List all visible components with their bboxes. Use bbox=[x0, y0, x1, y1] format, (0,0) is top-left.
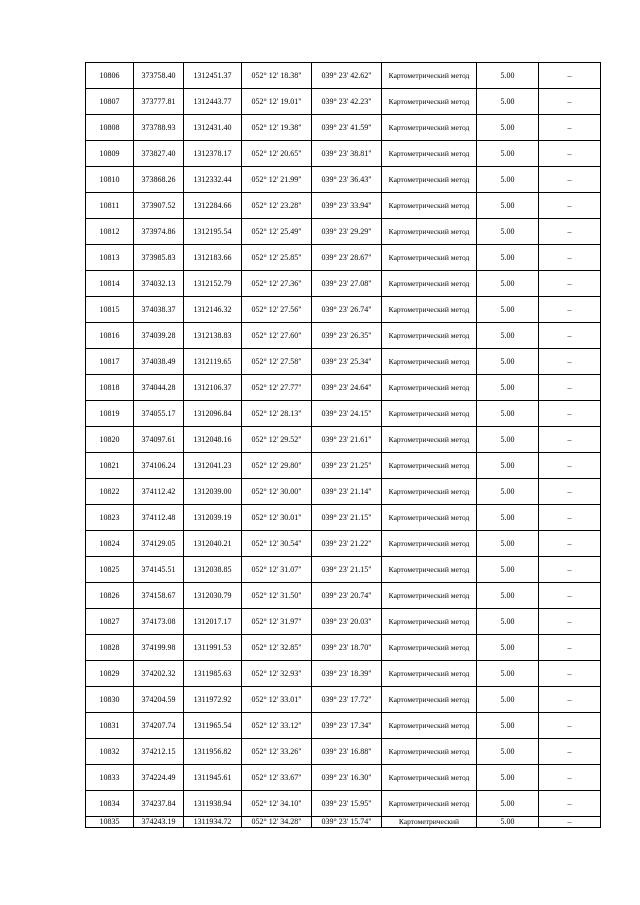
note-cell: – bbox=[539, 479, 601, 505]
accuracy-cell: 5.00 bbox=[477, 453, 539, 479]
point-number-cell: 10808 bbox=[86, 115, 134, 141]
point-number-cell: 10807 bbox=[86, 89, 134, 115]
note-cell: – bbox=[539, 401, 601, 427]
longitude-cell: 039° 23' 17.72" bbox=[312, 687, 382, 713]
method-cell: Картометрический метод bbox=[382, 89, 477, 115]
point-number-cell: 10812 bbox=[86, 219, 134, 245]
latitude-cell: 052° 12' 27.58" bbox=[242, 349, 312, 375]
table-row bbox=[86, 635, 601, 661]
note-cell: – bbox=[539, 791, 601, 817]
method-cell: Картометрический bbox=[382, 817, 477, 828]
table-row bbox=[86, 141, 601, 167]
accuracy-cell: 5.00 bbox=[477, 167, 539, 193]
x-coordinate-cell: 374039.28 bbox=[134, 323, 184, 349]
longitude-cell: 039° 23' 42.23" bbox=[312, 89, 382, 115]
accuracy-cell: 5.00 bbox=[477, 115, 539, 141]
latitude-cell: 052° 12' 32.85" bbox=[242, 635, 312, 661]
x-coordinate-cell: 373758.40 bbox=[134, 63, 184, 89]
y-coordinate-cell: 1312332.44 bbox=[184, 167, 242, 193]
accuracy-cell: 5.00 bbox=[477, 193, 539, 219]
table-row bbox=[86, 661, 601, 687]
latitude-cell: 052° 12' 33.26" bbox=[242, 739, 312, 765]
method-cell: Картометрический метод bbox=[382, 739, 477, 765]
latitude-cell: 052° 12' 27.77" bbox=[242, 375, 312, 401]
note-cell: – bbox=[539, 453, 601, 479]
x-coordinate-cell: 374224.49 bbox=[134, 765, 184, 791]
accuracy-cell: 5.00 bbox=[477, 765, 539, 791]
point-number-cell: 10832 bbox=[86, 739, 134, 765]
y-coordinate-cell: 1312039.00 bbox=[184, 479, 242, 505]
point-number-cell: 10835 bbox=[86, 817, 134, 828]
x-coordinate-cell: 374097.61 bbox=[134, 427, 184, 453]
accuracy-cell: 5.00 bbox=[477, 661, 539, 687]
y-coordinate-cell: 1312040.21 bbox=[184, 531, 242, 557]
longitude-cell: 039° 23' 33.94" bbox=[312, 193, 382, 219]
longitude-cell: 039° 23' 16.88" bbox=[312, 739, 382, 765]
point-number-cell: 10822 bbox=[86, 479, 134, 505]
y-coordinate-cell: 1311991.53 bbox=[184, 635, 242, 661]
table-row bbox=[86, 609, 601, 635]
latitude-cell: 052° 12' 19.01" bbox=[242, 89, 312, 115]
table-row bbox=[86, 297, 601, 323]
latitude-cell: 052° 12' 25.49" bbox=[242, 219, 312, 245]
y-coordinate-cell: 1312451.37 bbox=[184, 63, 242, 89]
table-row bbox=[86, 765, 601, 791]
y-coordinate-cell: 1311972.92 bbox=[184, 687, 242, 713]
note-cell: – bbox=[539, 765, 601, 791]
point-number-cell: 10826 bbox=[86, 583, 134, 609]
coordinates-table bbox=[85, 62, 601, 828]
latitude-cell: 052° 12' 19.38" bbox=[242, 115, 312, 141]
longitude-cell: 039° 23' 28.67" bbox=[312, 245, 382, 271]
table-row bbox=[86, 739, 601, 765]
x-coordinate-cell: 373985.83 bbox=[134, 245, 184, 271]
method-cell: Картометрический метод bbox=[382, 349, 477, 375]
accuracy-cell: 5.00 bbox=[477, 687, 539, 713]
x-coordinate-cell: 373974.86 bbox=[134, 219, 184, 245]
point-number-cell: 10821 bbox=[86, 453, 134, 479]
y-coordinate-cell: 1312152.79 bbox=[184, 271, 242, 297]
note-cell: – bbox=[539, 89, 601, 115]
latitude-cell: 052° 12' 30.54" bbox=[242, 531, 312, 557]
y-coordinate-cell: 1312038.85 bbox=[184, 557, 242, 583]
point-number-cell: 10818 bbox=[86, 375, 134, 401]
method-cell: Картометрический метод bbox=[382, 635, 477, 661]
point-number-cell: 10811 bbox=[86, 193, 134, 219]
accuracy-cell: 5.00 bbox=[477, 427, 539, 453]
latitude-cell: 052° 12' 18.38" bbox=[242, 63, 312, 89]
latitude-cell: 052° 12' 23.28" bbox=[242, 193, 312, 219]
x-coordinate-cell: 374199.98 bbox=[134, 635, 184, 661]
table-row bbox=[86, 427, 601, 453]
table-row bbox=[86, 453, 601, 479]
coordinates-table-sheet bbox=[85, 62, 600, 828]
note-cell: – bbox=[539, 427, 601, 453]
point-number-cell: 10817 bbox=[86, 349, 134, 375]
note-cell: – bbox=[539, 63, 601, 89]
note-cell: – bbox=[539, 115, 601, 141]
point-number-cell: 10828 bbox=[86, 635, 134, 661]
accuracy-cell: 5.00 bbox=[477, 583, 539, 609]
x-coordinate-cell: 373827.40 bbox=[134, 141, 184, 167]
point-number-cell: 10823 bbox=[86, 505, 134, 531]
method-cell: Картометрический метод bbox=[382, 115, 477, 141]
y-coordinate-cell: 1311956.82 bbox=[184, 739, 242, 765]
y-coordinate-cell: 1312106.37 bbox=[184, 375, 242, 401]
y-coordinate-cell: 1312096.84 bbox=[184, 401, 242, 427]
x-coordinate-cell: 374112.48 bbox=[134, 505, 184, 531]
x-coordinate-cell: 374173.08 bbox=[134, 609, 184, 635]
x-coordinate-cell: 374145.51 bbox=[134, 557, 184, 583]
accuracy-cell: 5.00 bbox=[477, 323, 539, 349]
point-number-cell: 10814 bbox=[86, 271, 134, 297]
longitude-cell: 039° 23' 17.34" bbox=[312, 713, 382, 739]
table-row bbox=[86, 323, 601, 349]
method-cell: Картометрический метод bbox=[382, 219, 477, 245]
table-row bbox=[86, 401, 601, 427]
method-cell: Картометрический метод bbox=[382, 557, 477, 583]
longitude-cell: 039° 23' 15.95" bbox=[312, 791, 382, 817]
latitude-cell: 052° 12' 27.60" bbox=[242, 323, 312, 349]
x-coordinate-cell: 374112.42 bbox=[134, 479, 184, 505]
latitude-cell: 052° 12' 34.28" bbox=[242, 817, 312, 828]
x-coordinate-cell: 374204.59 bbox=[134, 687, 184, 713]
accuracy-cell: 5.00 bbox=[477, 141, 539, 167]
latitude-cell: 052° 12' 29.52" bbox=[242, 427, 312, 453]
method-cell: Картометрический метод bbox=[382, 661, 477, 687]
latitude-cell: 052° 12' 33.12" bbox=[242, 713, 312, 739]
note-cell: – bbox=[539, 713, 601, 739]
x-coordinate-cell: 374038.49 bbox=[134, 349, 184, 375]
note-cell: – bbox=[539, 817, 601, 828]
coordinates-table-body bbox=[86, 63, 601, 828]
x-coordinate-cell: 373788.93 bbox=[134, 115, 184, 141]
point-number-cell: 10825 bbox=[86, 557, 134, 583]
y-coordinate-cell: 1312030.79 bbox=[184, 583, 242, 609]
method-cell: Картометрический метод bbox=[382, 765, 477, 791]
note-cell: – bbox=[539, 661, 601, 687]
point-number-cell: 10831 bbox=[86, 713, 134, 739]
table-row bbox=[86, 791, 601, 817]
method-cell: Картометрический метод bbox=[382, 505, 477, 531]
longitude-cell: 039° 23' 26.74" bbox=[312, 297, 382, 323]
accuracy-cell: 5.00 bbox=[477, 713, 539, 739]
table-row bbox=[86, 557, 601, 583]
x-coordinate-cell: 374106.24 bbox=[134, 453, 184, 479]
point-number-cell: 10810 bbox=[86, 167, 134, 193]
table-row bbox=[86, 375, 601, 401]
longitude-cell: 039° 23' 38.81" bbox=[312, 141, 382, 167]
latitude-cell: 052° 12' 30.01" bbox=[242, 505, 312, 531]
accuracy-cell: 5.00 bbox=[477, 271, 539, 297]
y-coordinate-cell: 1312378.17 bbox=[184, 141, 242, 167]
table-row bbox=[86, 115, 601, 141]
table-row bbox=[86, 193, 601, 219]
longitude-cell: 039° 23' 15.74" bbox=[312, 817, 382, 828]
note-cell: – bbox=[539, 505, 601, 531]
accuracy-cell: 5.00 bbox=[477, 817, 539, 828]
latitude-cell: 052° 12' 32.93" bbox=[242, 661, 312, 687]
note-cell: – bbox=[539, 245, 601, 271]
point-number-cell: 10816 bbox=[86, 323, 134, 349]
table-row bbox=[86, 531, 601, 557]
method-cell: Картометрический метод bbox=[382, 427, 477, 453]
table-row bbox=[86, 817, 601, 828]
method-cell: Картометрический метод bbox=[382, 713, 477, 739]
table-row bbox=[86, 219, 601, 245]
method-cell: Картометрический метод bbox=[382, 453, 477, 479]
method-cell: Картометрический метод bbox=[382, 375, 477, 401]
latitude-cell: 052° 12' 34.10" bbox=[242, 791, 312, 817]
method-cell: Картометрический метод bbox=[382, 167, 477, 193]
y-coordinate-cell: 1312039.19 bbox=[184, 505, 242, 531]
note-cell: – bbox=[539, 557, 601, 583]
table-row bbox=[86, 713, 601, 739]
method-cell: Картометрический метод bbox=[382, 323, 477, 349]
latitude-cell: 052° 12' 21.99" bbox=[242, 167, 312, 193]
method-cell: Картометрический метод bbox=[382, 401, 477, 427]
accuracy-cell: 5.00 bbox=[477, 63, 539, 89]
longitude-cell: 039° 23' 16.30" bbox=[312, 765, 382, 791]
latitude-cell: 052° 12' 27.56" bbox=[242, 297, 312, 323]
latitude-cell: 052° 12' 29.80" bbox=[242, 453, 312, 479]
method-cell: Картометрический метод bbox=[382, 193, 477, 219]
point-number-cell: 10824 bbox=[86, 531, 134, 557]
point-number-cell: 10819 bbox=[86, 401, 134, 427]
point-number-cell: 10829 bbox=[86, 661, 134, 687]
note-cell: – bbox=[539, 609, 601, 635]
note-cell: – bbox=[539, 531, 601, 557]
accuracy-cell: 5.00 bbox=[477, 609, 539, 635]
method-cell: Картометрический метод bbox=[382, 687, 477, 713]
point-number-cell: 10830 bbox=[86, 687, 134, 713]
y-coordinate-cell: 1312119.65 bbox=[184, 349, 242, 375]
note-cell: – bbox=[539, 141, 601, 167]
method-cell: Картометрический метод bbox=[382, 791, 477, 817]
accuracy-cell: 5.00 bbox=[477, 739, 539, 765]
note-cell: – bbox=[539, 583, 601, 609]
y-coordinate-cell: 1311945.61 bbox=[184, 765, 242, 791]
point-number-cell: 10820 bbox=[86, 427, 134, 453]
accuracy-cell: 5.00 bbox=[477, 557, 539, 583]
x-coordinate-cell: 374038.37 bbox=[134, 297, 184, 323]
method-cell: Картометрический метод bbox=[382, 141, 477, 167]
point-number-cell: 10806 bbox=[86, 63, 134, 89]
x-coordinate-cell: 374243.19 bbox=[134, 817, 184, 828]
table-row bbox=[86, 349, 601, 375]
accuracy-cell: 5.00 bbox=[477, 479, 539, 505]
longitude-cell: 039° 23' 21.22" bbox=[312, 531, 382, 557]
x-coordinate-cell: 374202.32 bbox=[134, 661, 184, 687]
x-coordinate-cell: 374032.13 bbox=[134, 271, 184, 297]
longitude-cell: 039° 23' 18.70" bbox=[312, 635, 382, 661]
note-cell: – bbox=[539, 635, 601, 661]
latitude-cell: 052° 12' 30.00" bbox=[242, 479, 312, 505]
method-cell: Картометрический метод bbox=[382, 245, 477, 271]
method-cell: Картометрический метод bbox=[382, 479, 477, 505]
accuracy-cell: 5.00 bbox=[477, 791, 539, 817]
table-row bbox=[86, 479, 601, 505]
x-coordinate-cell: 373907.52 bbox=[134, 193, 184, 219]
longitude-cell: 039° 23' 24.64" bbox=[312, 375, 382, 401]
y-coordinate-cell: 1311934.72 bbox=[184, 817, 242, 828]
y-coordinate-cell: 1312138.83 bbox=[184, 323, 242, 349]
table-row bbox=[86, 167, 601, 193]
x-coordinate-cell: 373868.26 bbox=[134, 167, 184, 193]
y-coordinate-cell: 1312048.16 bbox=[184, 427, 242, 453]
latitude-cell: 052° 12' 33.01" bbox=[242, 687, 312, 713]
y-coordinate-cell: 1311965.54 bbox=[184, 713, 242, 739]
y-coordinate-cell: 1312195.54 bbox=[184, 219, 242, 245]
table-row bbox=[86, 245, 601, 271]
latitude-cell: 052° 12' 25.85" bbox=[242, 245, 312, 271]
longitude-cell: 039° 23' 26.35" bbox=[312, 323, 382, 349]
latitude-cell: 052° 12' 31.07" bbox=[242, 557, 312, 583]
point-number-cell: 10809 bbox=[86, 141, 134, 167]
x-coordinate-cell: 374158.67 bbox=[134, 583, 184, 609]
note-cell: – bbox=[539, 687, 601, 713]
longitude-cell: 039° 23' 21.14" bbox=[312, 479, 382, 505]
accuracy-cell: 5.00 bbox=[477, 401, 539, 427]
table-row bbox=[86, 89, 601, 115]
y-coordinate-cell: 1312041.23 bbox=[184, 453, 242, 479]
longitude-cell: 039° 23' 21.15" bbox=[312, 557, 382, 583]
note-cell: – bbox=[539, 349, 601, 375]
longitude-cell: 039° 23' 42.62" bbox=[312, 63, 382, 89]
note-cell: – bbox=[539, 271, 601, 297]
table-row bbox=[86, 271, 601, 297]
note-cell: – bbox=[539, 739, 601, 765]
note-cell: – bbox=[539, 219, 601, 245]
note-cell: – bbox=[539, 323, 601, 349]
note-cell: – bbox=[539, 167, 601, 193]
note-cell: – bbox=[539, 297, 601, 323]
longitude-cell: 039° 23' 27.08" bbox=[312, 271, 382, 297]
x-coordinate-cell: 374055.17 bbox=[134, 401, 184, 427]
latitude-cell: 052° 12' 28.13" bbox=[242, 401, 312, 427]
longitude-cell: 039° 23' 21.61" bbox=[312, 427, 382, 453]
note-cell: – bbox=[539, 375, 601, 401]
accuracy-cell: 5.00 bbox=[477, 505, 539, 531]
accuracy-cell: 5.00 bbox=[477, 219, 539, 245]
accuracy-cell: 5.00 bbox=[477, 375, 539, 401]
y-coordinate-cell: 1311938.94 bbox=[184, 791, 242, 817]
table-row bbox=[86, 63, 601, 89]
point-number-cell: 10813 bbox=[86, 245, 134, 271]
accuracy-cell: 5.00 bbox=[477, 635, 539, 661]
point-number-cell: 10834 bbox=[86, 791, 134, 817]
table-row bbox=[86, 505, 601, 531]
x-coordinate-cell: 373777.81 bbox=[134, 89, 184, 115]
table-row bbox=[86, 583, 601, 609]
y-coordinate-cell: 1312431.40 bbox=[184, 115, 242, 141]
longitude-cell: 039° 23' 41.59" bbox=[312, 115, 382, 141]
method-cell: Картометрический метод bbox=[382, 609, 477, 635]
y-coordinate-cell: 1312017.17 bbox=[184, 609, 242, 635]
y-coordinate-cell: 1311985.63 bbox=[184, 661, 242, 687]
accuracy-cell: 5.00 bbox=[477, 349, 539, 375]
longitude-cell: 039° 23' 29.29" bbox=[312, 219, 382, 245]
longitude-cell: 039° 23' 20.74" bbox=[312, 583, 382, 609]
method-cell: Картометрический метод bbox=[382, 531, 477, 557]
longitude-cell: 039° 23' 24.15" bbox=[312, 401, 382, 427]
y-coordinate-cell: 1312183.66 bbox=[184, 245, 242, 271]
accuracy-cell: 5.00 bbox=[477, 531, 539, 557]
method-cell: Картометрический метод bbox=[382, 297, 477, 323]
y-coordinate-cell: 1312146.32 bbox=[184, 297, 242, 323]
x-coordinate-cell: 374129.05 bbox=[134, 531, 184, 557]
x-coordinate-cell: 374212.15 bbox=[134, 739, 184, 765]
y-coordinate-cell: 1312443.77 bbox=[184, 89, 242, 115]
method-cell: Картометрический метод bbox=[382, 271, 477, 297]
accuracy-cell: 5.00 bbox=[477, 245, 539, 271]
accuracy-cell: 5.00 bbox=[477, 89, 539, 115]
latitude-cell: 052° 12' 20.65" bbox=[242, 141, 312, 167]
latitude-cell: 052° 12' 33.67" bbox=[242, 765, 312, 791]
latitude-cell: 052° 12' 31.97" bbox=[242, 609, 312, 635]
longitude-cell: 039° 23' 36.43" bbox=[312, 167, 382, 193]
longitude-cell: 039° 23' 20.03" bbox=[312, 609, 382, 635]
point-number-cell: 10833 bbox=[86, 765, 134, 791]
method-cell: Картометрический метод bbox=[382, 63, 477, 89]
latitude-cell: 052° 12' 31.50" bbox=[242, 583, 312, 609]
longitude-cell: 039° 23' 21.25" bbox=[312, 453, 382, 479]
x-coordinate-cell: 374044.28 bbox=[134, 375, 184, 401]
y-coordinate-cell: 1312284.66 bbox=[184, 193, 242, 219]
accuracy-cell: 5.00 bbox=[477, 297, 539, 323]
table-row bbox=[86, 687, 601, 713]
point-number-cell: 10815 bbox=[86, 297, 134, 323]
longitude-cell: 039° 23' 18.39" bbox=[312, 661, 382, 687]
point-number-cell: 10827 bbox=[86, 609, 134, 635]
x-coordinate-cell: 374207.74 bbox=[134, 713, 184, 739]
x-coordinate-cell: 374237.84 bbox=[134, 791, 184, 817]
latitude-cell: 052° 12' 27.36" bbox=[242, 271, 312, 297]
longitude-cell: 039° 23' 21.15" bbox=[312, 505, 382, 531]
method-cell: Картометрический метод bbox=[382, 583, 477, 609]
note-cell: – bbox=[539, 193, 601, 219]
longitude-cell: 039° 23' 25.34" bbox=[312, 349, 382, 375]
